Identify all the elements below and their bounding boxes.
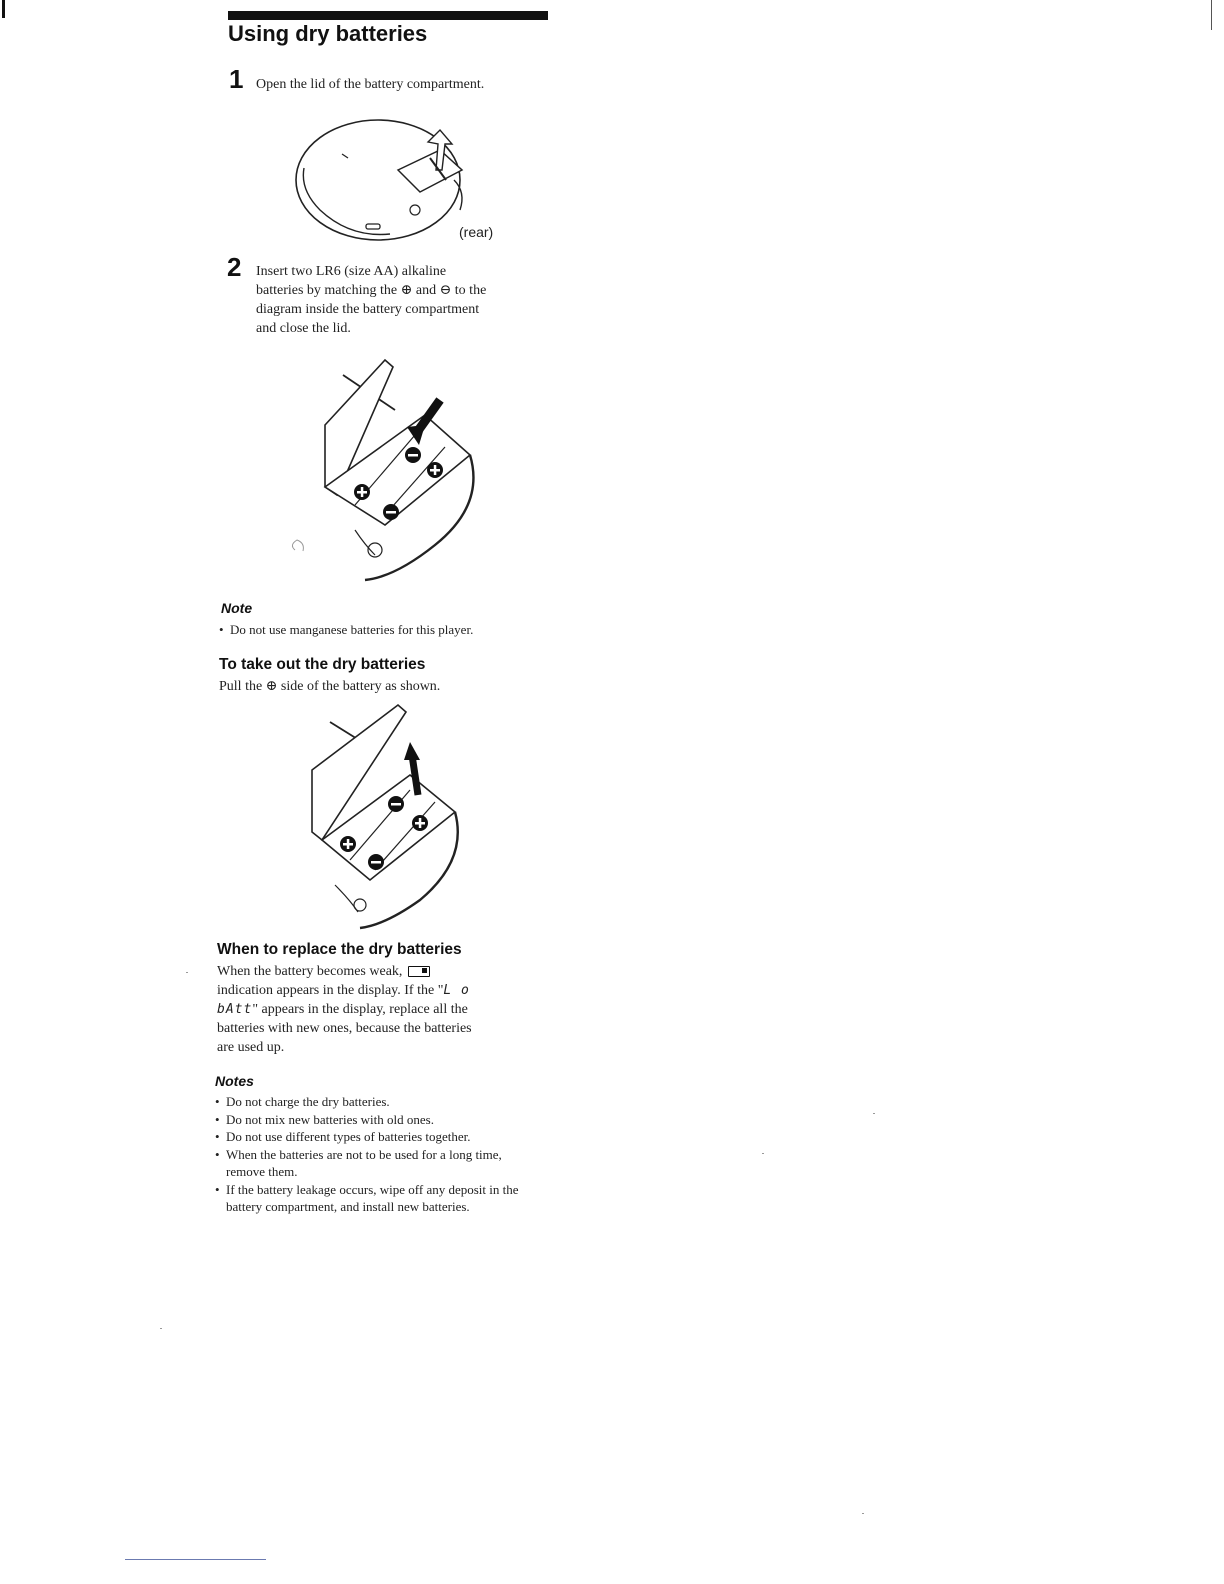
step-2-line-3: diagram inside the battery compartment (256, 302, 480, 317)
step-1-text: Open the lid of the battery compartment. (256, 77, 485, 92)
notes-list (215, 1093, 533, 1216)
figure-open-lid (290, 110, 480, 245)
notes-item-1: • Do not charge the dry batteries. (215, 1093, 533, 1111)
replace-line-1 (217, 962, 430, 981)
page-title: Using dry batteries (228, 21, 428, 46)
figure-remove-batteries (270, 700, 470, 930)
scan-speck (862, 1513, 864, 1514)
replace-text-2: indication appears in the display. If the " (217, 983, 444, 998)
replace-line-5: are used up. (217, 1040, 285, 1055)
battery-weak-icon (408, 966, 430, 977)
take-out-heading: To take out the dry batteries (219, 656, 426, 673)
figure-label-rear: (rear) (459, 224, 494, 240)
note-heading: Note (221, 600, 253, 616)
notes-item-2: • Do not mix new batteries with old ones. (215, 1111, 533, 1129)
scan-speck (873, 1113, 875, 1114)
step-2-line-4: and close the lid. (256, 321, 351, 336)
notes-item-5: • If the battery leakage occurs, wipe off any deposit in the battery compartment, and install new batteries. (215, 1181, 533, 1216)
scan-speck (160, 1328, 162, 1329)
replace-line-2 (217, 981, 470, 1000)
replace-text-1: When the battery becomes weak, (217, 964, 403, 979)
lcd-batt: bAtt (217, 1002, 253, 1017)
note-list (219, 621, 549, 639)
take-out-text: Pull the ⊕ side of the battery as shown. (219, 679, 441, 694)
step-2-line-2: batteries by matching the ⊕ and ⊖ to the (256, 283, 487, 298)
replace-line-3 (217, 1000, 468, 1019)
replace-line-4: batteries with new ones, because the batteries (217, 1021, 472, 1036)
replace-heading: When to replace the dry batteries (217, 941, 462, 958)
replace-text-3: " appears in the display, replace all the (252, 1002, 468, 1017)
section-rule (228, 11, 548, 20)
scan-speck (762, 1153, 764, 1154)
figure-insert-batteries (285, 355, 485, 585)
bottom-rule (125, 1559, 266, 1560)
lcd-lo: L o (443, 983, 470, 998)
notes-item-4: • When the batteries are not to be used for a long time, remove them. (215, 1146, 533, 1181)
notes-item-3: • Do not use different types of batteries together. (215, 1128, 533, 1146)
notes-heading: Notes (215, 1073, 254, 1089)
page-edge-mark-right (1211, 0, 1212, 30)
step-1-number: 1 (229, 64, 244, 94)
note-item: • Do not use manganese batteries for this player. (219, 621, 549, 639)
step-2-line-1: Insert two LR6 (size AA) alkaline (256, 264, 447, 279)
step-2-number: 2 (227, 252, 242, 282)
scan-speck (186, 972, 188, 973)
page-edge-mark (2, 0, 5, 18)
